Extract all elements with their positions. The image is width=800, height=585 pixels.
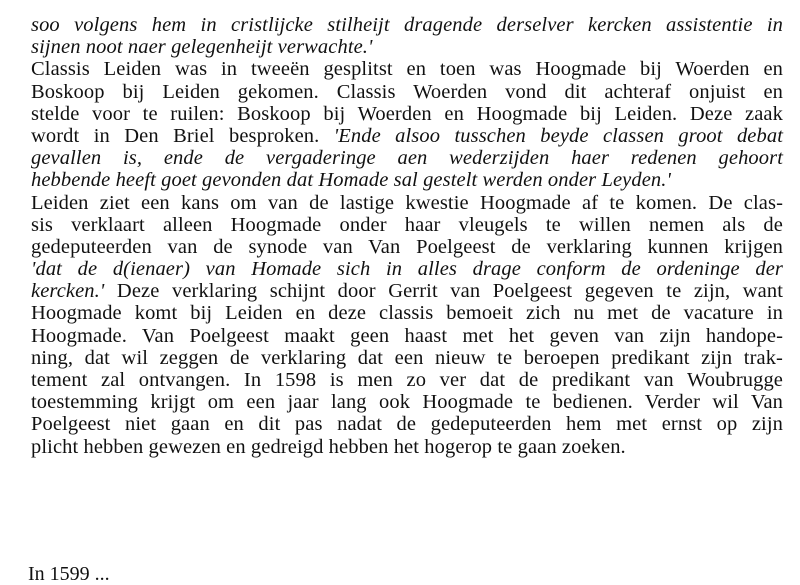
text-line: ning, dat wil zeggen de verklaring dat een nieuw te beroepen predikant zijn trak- — [31, 346, 783, 369]
text-line: hebbende heeft goet gevonden dat Homade sal gestelt werden onder Leyden.' — [31, 169, 671, 192]
text-line: gevallen is, ende de vergaderinge aen wederzijden haer redenen gehoort — [31, 147, 783, 170]
document-text — [31, 14, 783, 458]
text-line: toestemming krijgt om een jaar lang ook Hoogmade te bedienen. Verder wil Van — [31, 391, 783, 414]
text-line: Hoogmade komt bij Leiden en deze classis bemoeit zich nu met de vacature in — [31, 302, 783, 325]
text-line: sijnen noot naer gelegenheijt verwachte.' — [31, 36, 373, 59]
text-line: soo volgens hem in cristlijcke stilheijt dragende derselver kercken assistentie in — [31, 14, 783, 36]
text-line: kercken.' Deze verklaring schijnt door Gerrit van Poelgeest gegeven te zijn, want — [31, 280, 783, 303]
text-line: Leiden ziet een kans om van de lastige kwestie Hoogmade af te komen. De clas- — [31, 191, 783, 214]
text-line: Poelgeest niet gaan en dit pas nadat de gedeputeerden hem met ernst op zijn — [31, 413, 783, 436]
text-line: stelde voor te ruilen: Boskoop bij Woerden en Hoogmade bij Leiden. Deze zaak — [31, 102, 783, 125]
text-line: 'dat de d(ienaer) van Homade sich in alles drage conform de ordeninge der — [31, 258, 783, 281]
cut-off-line: In 1599 ... — [28, 563, 110, 585]
text-line: sis verklaart alleen Hoogmade onder haar vleugels te willen nemen als de — [31, 213, 783, 236]
text-line: tement zal ontvangen. In 1598 is men zo ver dat de predikant van Woubrugge — [31, 369, 783, 391]
text-line: Classis Leiden was in tweeën gesplitst en toen was Hoogmade bij Woerden en — [31, 58, 783, 81]
text-line: Boskoop bij Leiden gekomen. Classis Woerden vond dit achteraf onjuist en — [31, 80, 783, 103]
text-line: wordt in Den Briel besproken. 'Ende alsoo tusschen beyde classen groot debat — [31, 124, 784, 147]
text-line: gedeputeerden van de synode van Van Poelgeest de verklaring kunnen krijgen — [31, 235, 783, 258]
text-line: plicht hebben gewezen en gedreigd hebben het hogerop te gaan zoeken. — [31, 435, 626, 458]
text-line: Hoogmade. Van Poelgeest maakt geen haast met het geven van zijn handope- — [31, 324, 783, 347]
